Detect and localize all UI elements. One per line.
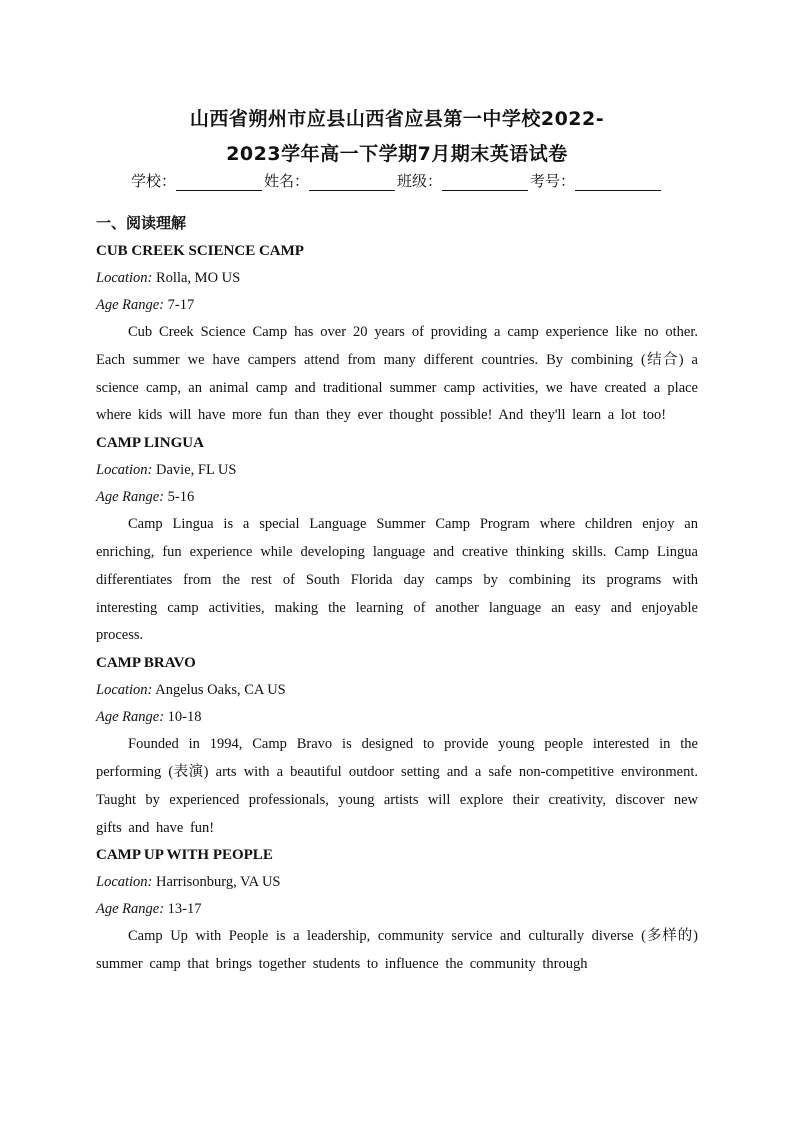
- name-blank[interactable]: [309, 174, 395, 191]
- exam-number-blank[interactable]: [575, 174, 661, 191]
- camp-age-range: [96, 704, 698, 731]
- camp-age-range: [96, 292, 698, 319]
- camp-description: Founded in 1994, Camp Bravo is designed to provide young people interested in the performing (表演) arts with a beautiful outdoor setting and a safe non-competitive environment. Taught by experienced professionals, young artists will explore their creativity, discover new gifts and have fun!: [96, 736, 698, 836]
- camp-name: CAMP UP WITH PEOPLE: [96, 847, 273, 864]
- camp-location: [96, 265, 698, 292]
- camp-name: CAMP LINGUA: [96, 435, 204, 452]
- camp-entry: [96, 842, 698, 979]
- class-field: [397, 170, 530, 191]
- camp-location: [96, 677, 698, 704]
- section-heading: 一、阅读理解: [96, 214, 187, 232]
- camp-entry: [96, 430, 698, 650]
- age-label: Age Range:: [96, 901, 165, 918]
- reading-section: [96, 212, 698, 979]
- location-label: Location:: [96, 874, 153, 891]
- school-blank[interactable]: [176, 174, 262, 191]
- camp-location: [96, 457, 698, 484]
- school-field: [131, 170, 264, 191]
- camp-description: Camp Lingua is a special Language Summer Camp Program where children enjoy an enriching, fun experience while developing language and creative thinking skills. Camp Lingua differentiates from the rest of South Florida day camps by combining its programs with interesting camp activities, making the learning of another language an easy and enjoyable process.: [96, 516, 698, 644]
- location-value: Harrisonburg, VA US: [156, 874, 281, 891]
- age-value: 10-18: [167, 709, 202, 726]
- camp-name: CUB CREEK SCIENCE CAMP: [96, 243, 304, 259]
- age-label: Age Range:: [96, 709, 165, 726]
- name-field: [264, 170, 397, 191]
- camp-description: Camp Up with People is a leadership, community service and culturally diverse (多样的) summer camp that brings together students to influence the community through: [96, 928, 698, 973]
- class-blank[interactable]: [442, 174, 528, 191]
- location-value: Angelus Oaks, CA US: [155, 682, 286, 699]
- camp-location: [96, 869, 698, 896]
- exam-title-line-2: 2023学年高一下学期7月期末英语试卷: [226, 143, 568, 165]
- camp-description: Cub Creek Science Camp has over 20 years of providing a camp experience like no other. Each summer we have campers attend from many different countries. By combining (结合) a science camp, an animal camp and traditional summer camp activities, we have created a place where kids will have more fun than they ever thought possible! And they'll learn a lot too!: [96, 324, 698, 424]
- camp-name: CAMP BRAVO: [96, 655, 196, 672]
- location-label: Location:: [96, 462, 153, 479]
- name-label: 姓名：: [263, 172, 309, 190]
- age-value: 5-16: [167, 489, 195, 506]
- class-label: 班级：: [397, 172, 443, 190]
- camp-entry: [96, 650, 698, 842]
- exam-title-line-1: 山西省朔州市应县山西省应县第一中学校2022-: [189, 108, 605, 130]
- location-value: Rolla, MO US: [156, 270, 241, 286]
- age-value: 7-17: [167, 297, 195, 313]
- age-label: Age Range:: [96, 297, 165, 313]
- camp-entry: [96, 238, 698, 430]
- age-value: 13-17: [167, 901, 202, 918]
- location-value: Davie, FL US: [156, 462, 237, 479]
- camp-age-range: [96, 484, 698, 511]
- student-info-row: [96, 170, 698, 191]
- school-label: 学校：: [130, 172, 176, 190]
- camp-age-range: [96, 896, 698, 923]
- location-label: Location:: [96, 270, 153, 286]
- exam-number-label: 考号：: [530, 172, 576, 190]
- location-label: Location:: [96, 682, 153, 699]
- exam-number-field: [530, 170, 663, 191]
- age-label: Age Range:: [96, 489, 165, 506]
